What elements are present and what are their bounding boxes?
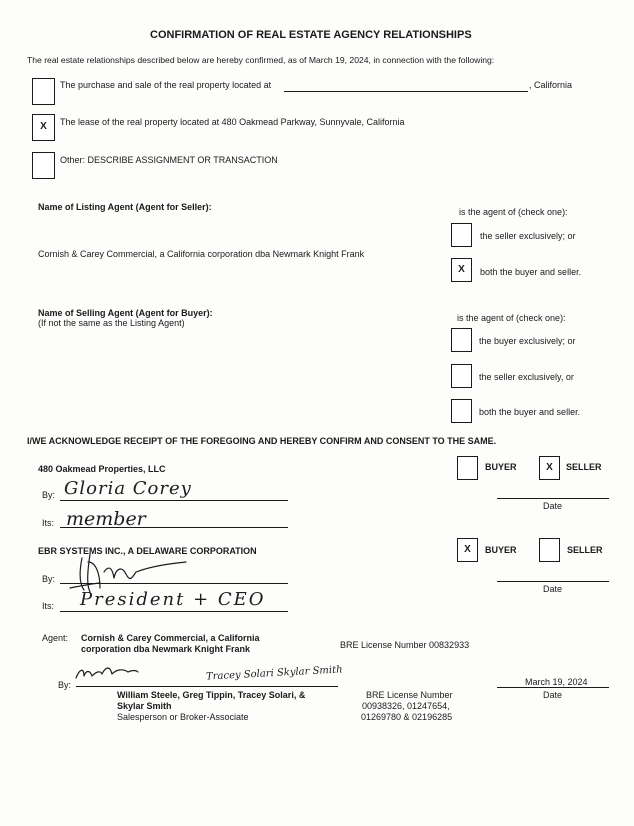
other-label: Other: DESCRIBE ASSIGNMENT OR TRANSACTION	[60, 155, 278, 165]
party2-by-line	[60, 583, 288, 584]
selling-agent-heading: Name of Selling Agent (Agent for Buyer):	[38, 308, 213, 318]
listing-agent-name: Cornish & Carey Commercial, a California corporation dba Newmark Knight Frank	[38, 249, 365, 259]
listing-seller-exclusive-checkbox[interactable]	[451, 223, 472, 247]
party2-its-label: Its:	[42, 601, 55, 611]
lease-checkbox[interactable]: X	[32, 114, 55, 141]
agent-by-label: By:	[58, 680, 72, 690]
selling-both-checkbox[interactable]	[451, 399, 472, 423]
selling-both-label: both the buyer and seller.	[479, 407, 581, 417]
agent-role: Salesperson or Broker-Associate	[117, 712, 249, 722]
agent-bre-numbers-line2: 01269780 & 02196285	[361, 712, 453, 722]
party1-seller-label: SELLER	[566, 462, 602, 472]
party2-date-line	[497, 581, 609, 582]
selling-agent-subheading: (If not the same as the Listing Agent)	[38, 318, 185, 328]
party1-its-line	[60, 527, 288, 528]
agent-firm-line2: corporation dba Newmark Knight Frank	[81, 644, 251, 654]
selling-buyer-exclusive-label: the buyer exclusively; or	[479, 336, 576, 346]
agent-names-line1: William Steele, Greg Tippin, Tracey Solari, &	[117, 690, 306, 700]
listing-both-checkbox[interactable]: X	[451, 258, 472, 282]
party2-seller-label: SELLER	[567, 545, 603, 555]
other-checkbox[interactable]	[32, 152, 55, 179]
agent-date-label: Date	[543, 690, 563, 700]
party2-buyer-checkbox[interactable]: X	[457, 538, 478, 562]
party1-name: 480 Oakmead Properties, LLC	[38, 464, 166, 474]
agent-signature: Tracey Solari Skylar Smith	[205, 664, 343, 683]
party2-date-label: Date	[543, 584, 563, 594]
party1-date-line	[497, 498, 609, 499]
purchase-sale-label: The purchase and sale of the real property located at	[60, 80, 272, 90]
agent-bre-license: BRE License Number 00832933	[340, 640, 470, 650]
party1-by-label: By:	[42, 490, 56, 500]
party2-seller-checkbox[interactable]	[539, 538, 560, 562]
selling-agent-of-label: is the agent of (check one):	[457, 313, 566, 323]
party2-buyer-label: BUYER	[485, 545, 517, 555]
agent-initial-signature	[72, 662, 142, 686]
agent-names-line2: Skylar Smith	[117, 701, 172, 711]
listing-agent-heading: Name of Listing Agent (Agent for Seller):	[38, 202, 212, 212]
purchase-sale-suffix: , California	[529, 80, 573, 90]
lease-label: The lease of the real property located at 480 Oakmead Parkway, Sunnyvale, California	[60, 117, 405, 127]
acknowledgement-text: I/WE ACKNOWLEDGE RECEIPT OF THE FOREGOING AND HEREBY CONFIRM AND CONSENT TO THE SAME.	[27, 436, 497, 446]
agent-label: Agent:	[42, 633, 69, 643]
agent-date-line	[497, 687, 609, 688]
party1-signature: Gloria Corey	[64, 478, 192, 499]
party1-buyer-checkbox[interactable]	[457, 456, 478, 480]
party1-by-line	[60, 500, 288, 501]
party1-its-value: member	[66, 508, 146, 530]
party2-by-label: By:	[42, 574, 56, 584]
agent-by-line	[76, 686, 338, 687]
party1-date-label: Date	[543, 501, 563, 511]
party1-seller-checkbox[interactable]: X	[539, 456, 560, 480]
selling-seller-exclusive-checkbox[interactable]	[451, 364, 472, 388]
agent-firm-line1: Cornish & Carey Commercial, a California	[81, 633, 260, 643]
property-address-line	[284, 91, 528, 92]
party2-name: EBR SYSTEMS INC., A DELAWARE CORPORATION	[38, 546, 257, 556]
page-title: CONFIRMATION OF REAL ESTATE AGENCY RELATIONSHIPS	[150, 29, 472, 41]
agent-bre-numbers-line1: 00938326, 01247654,	[362, 701, 450, 711]
selling-seller-exclusive-label: the seller exclusively, or	[479, 372, 574, 382]
listing-agent-of-label: is the agent of (check one):	[459, 207, 568, 217]
agent-bre-label: BRE License Number	[366, 690, 453, 700]
listing-seller-exclusive-label: the seller exclusively; or	[480, 231, 576, 241]
selling-buyer-exclusive-checkbox[interactable]	[451, 328, 472, 352]
party1-its-label: Its:	[42, 518, 55, 528]
agent-date-value: March 19, 2024	[525, 677, 588, 687]
listing-both-label: both the buyer and seller.	[480, 267, 582, 277]
intro-text: The real estate relationships described below are hereby confirmed, as of March 19, 2024, in connection with the following:	[27, 55, 495, 65]
party2-its-value: President + CEO	[80, 589, 266, 610]
party2-its-line	[60, 611, 288, 612]
party1-buyer-label: BUYER	[485, 462, 517, 472]
purchase-sale-checkbox[interactable]	[32, 78, 55, 105]
